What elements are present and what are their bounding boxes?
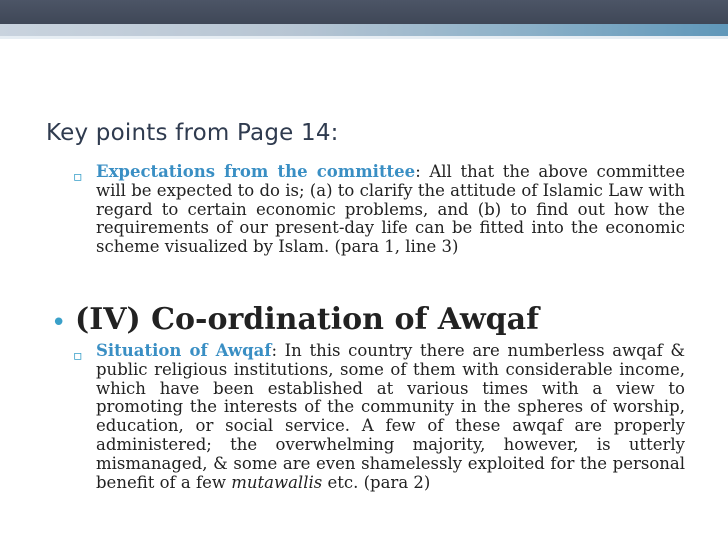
header-stripe-light — [0, 36, 728, 39]
main-bullet-icon: • — [51, 308, 67, 338]
awqaf-situation-paragraph — [96, 342, 685, 492]
sub-bullet-icon: ▫ — [73, 169, 83, 185]
slide-title: Key points from Page 14: — [46, 120, 339, 146]
expectations-term: Expectations from the committee — [96, 162, 416, 181]
header-bar — [0, 0, 728, 24]
expectations-text: : All that the above committee will be expected to do is; (a) to clarify the attitude of Islamic Law with regard to certain economic problems, and (b) to find out how the requirements of our present-day life can be fitted into the economic scheme visualized by Islam. (para 1, line 3) — [96, 162, 685, 257]
section-heading: (IV) Co-ordination of Awqaf — [75, 302, 540, 337]
awqaf-situation-term: Situation of Awqaf — [96, 341, 272, 360]
awqaf-situation-tail: etc. (para 2) — [322, 472, 431, 492]
sub-bullet-icon: ▫ — [73, 348, 83, 364]
awqaf-situation-text: : In this country there are numberless awqaf & public religious institutions, some of them with considerable income, which have been established at various times with a view to promoting the interests of the community in the spheres of worship, education, or social service. A few of these awqaf are properly administered; the overwhelming majority, however, is utterly mismanaged, & some are even shamelessly exploited for the personal benefit of a few — [96, 341, 686, 492]
mutawallis-term: mutawallis — [231, 472, 323, 492]
expectations-paragraph — [96, 163, 685, 257]
header-stripe — [0, 24, 728, 36]
